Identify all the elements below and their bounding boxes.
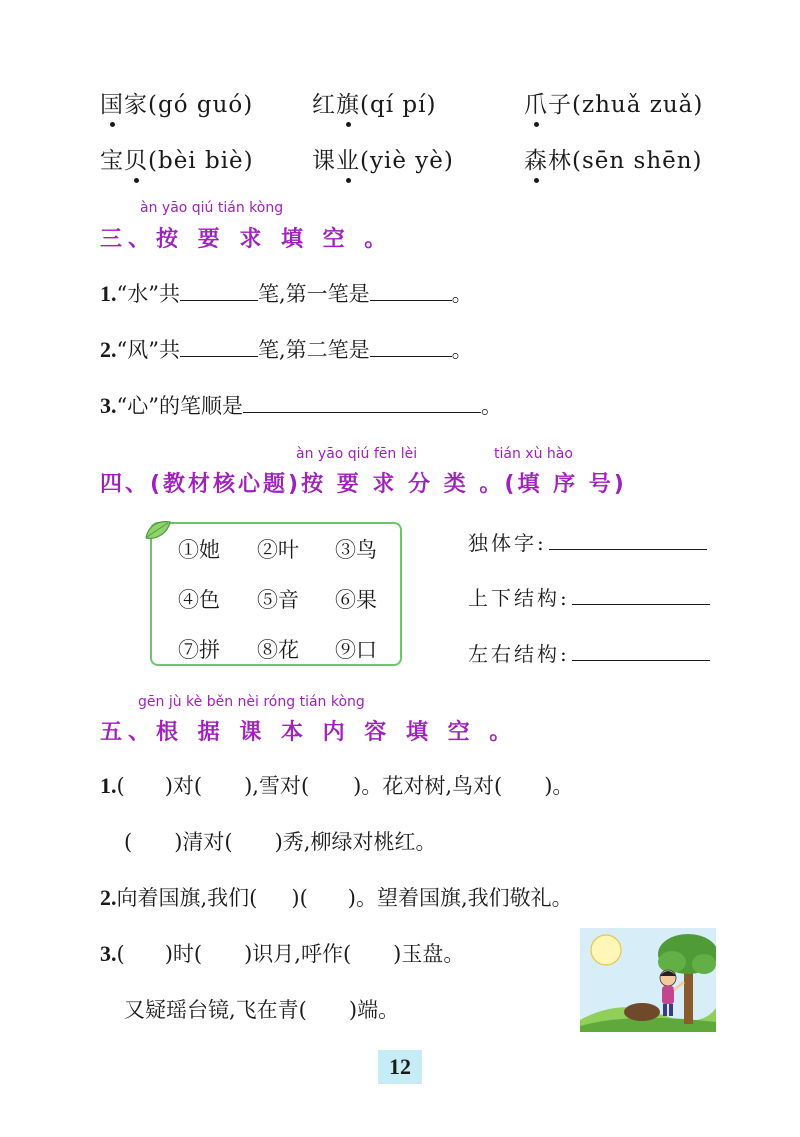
- dotted-char: 旗: [336, 86, 360, 119]
- sort-item: ⑨口: [335, 638, 377, 662]
- section5-pinyin: gēn jù kè běn nèi róng tián kòng: [138, 694, 365, 710]
- pinyin-choice-2: 红旗(qí pí): [312, 86, 436, 119]
- section4-pinyin-b: tián xù hào: [494, 446, 573, 462]
- sort-item: ⑤音: [257, 588, 299, 612]
- section4-pinyin-a: àn yāo qiú fēn lèi: [296, 446, 418, 462]
- pinyin-choice-5: 课业(yiè yè): [312, 142, 454, 175]
- section5-title: 五、根 据 课 本 内 容 填 空 。: [100, 720, 518, 745]
- sort-item: ②叶: [257, 538, 299, 562]
- section3-pinyin: àn yāo qiú tián kòng: [140, 200, 284, 216]
- answer-blank[interactable]: [370, 282, 452, 301]
- dotted-char: 业: [336, 142, 360, 175]
- dotted-char: 森: [524, 142, 548, 175]
- child-moon-illustration: [580, 928, 716, 1032]
- sort-item: ③鸟: [335, 538, 377, 562]
- section4-title: 四、(教材核心题)按 要 求 分 类 。(填 序 号): [100, 472, 627, 497]
- answer-blank[interactable]: [180, 282, 258, 301]
- section5-line-5: 又疑瑶台镜,飞在青( )端。: [124, 998, 400, 1022]
- sort-item: ⑦拼: [178, 638, 220, 662]
- pinyin-choice-6: 森林(sēn shēn): [524, 142, 703, 175]
- answer-blank[interactable]: [572, 584, 710, 605]
- answer-blank[interactable]: [572, 640, 710, 661]
- section3-question-1: 1.“水”共 笔,第一笔是 。: [100, 281, 473, 306]
- answer-blank[interactable]: [370, 338, 452, 357]
- category-left-right: 左右结构:: [468, 638, 710, 667]
- dotted-char: 国: [100, 86, 124, 119]
- sort-item: ⑧花: [257, 638, 299, 662]
- section3-title: 三、按 要 求 填 空 。: [100, 227, 393, 252]
- leaf-icon: [144, 518, 172, 542]
- dotted-char: 爪: [524, 86, 548, 119]
- section3-question-2: 2.“风”共 笔,第二笔是 。: [100, 337, 473, 362]
- pinyin-choice-4: 宝贝(bèi biè): [100, 142, 254, 175]
- page-number: 12: [378, 1050, 422, 1084]
- dotted-char: 贝: [124, 142, 148, 175]
- answer-blank[interactable]: [180, 338, 258, 357]
- sort-item: ④色: [178, 588, 220, 612]
- section5-line-2: ( )清对( )秀,柳绿对桃红。: [124, 830, 437, 854]
- answer-blank[interactable]: [243, 394, 481, 413]
- pinyin-choice-3: 爪子(zhuǎ zuǎ): [524, 86, 703, 119]
- section5-line-4: 3.( )时( )识月,呼作( )玉盘。: [100, 941, 465, 966]
- category-single-character: 独体字:: [468, 527, 707, 556]
- sort-item: ⑥果: [335, 588, 377, 612]
- pinyin-choice-1: 国家(gó guó): [100, 86, 253, 119]
- section5-line-1: 1.( )对( ),雪对( )。花对树,鸟对( )。: [100, 773, 574, 798]
- sort-item: ①她: [178, 538, 220, 562]
- section3-question-3: 3.“心”的笔顺是 。: [100, 393, 502, 418]
- answer-blank[interactable]: [549, 529, 707, 550]
- section5-line-3: 2.向着国旗,我们( )( )。望着国旗,我们敬礼。: [100, 885, 573, 910]
- category-top-bottom: 上下结构:: [468, 582, 710, 611]
